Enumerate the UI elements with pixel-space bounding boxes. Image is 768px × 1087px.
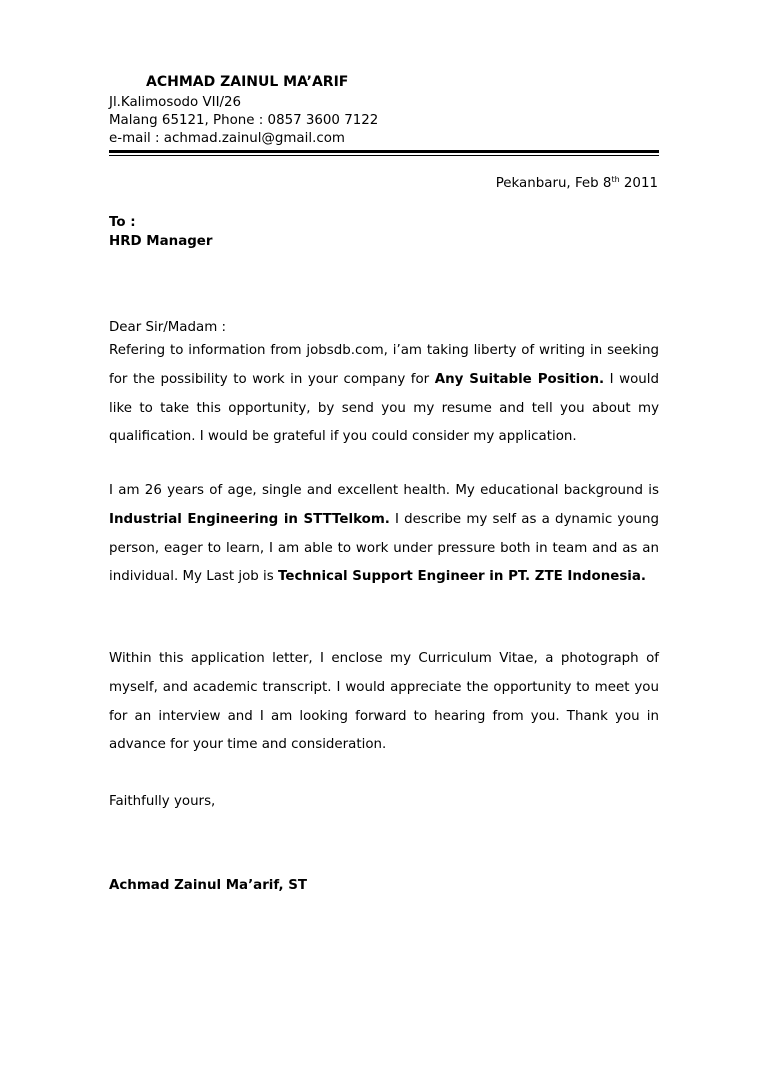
date-year: 2011: [619, 176, 658, 191]
salutation: Dear Sir/Madam :: [109, 320, 227, 335]
paragraph-background-text-b: I describe my self as a dynamic young person, eager to learn, I am able to work under pressure both in team and as an individual. My Last job is: [109, 511, 659, 585]
paragraph-background-last-job: Technical Support Engineer in PT. ZTE Indonesia.: [278, 569, 647, 585]
paragraph-enclosure: Within this application letter, I enclose my Curriculum Vitae, a photograph of myself, and academic transcript. I would appreciate the opportunity to meet you for an interview and I am looking forward to hearing from you. Thank you in advance for your time and consideration.: [109, 651, 659, 753]
date-suffix: th: [611, 175, 620, 184]
sender-address: Jl.Kalimosodo VII/26: [109, 95, 242, 110]
closing: Faithfully yours,: [109, 794, 216, 809]
paragraph-background-text-a: I am 26 years of age, single and excellent health. My educational background is: [109, 483, 659, 498]
header-divider-thin: [109, 155, 659, 156]
paragraph-background: [109, 477, 659, 592]
sender-email: e-mail : achmad.zainul@gmail.com: [109, 131, 345, 146]
signature-name: Achmad Zainul Ma’arif, ST: [109, 878, 308, 893]
recipient-label: To :: [109, 215, 136, 230]
header-divider-thick: [109, 150, 659, 153]
sender-city-phone: Malang 65121, Phone : 0857 3600 7122: [109, 113, 379, 128]
letter-date: [496, 175, 658, 191]
paragraph-intro-position: Any Suitable Position.: [434, 371, 605, 387]
paragraph-intro: [109, 337, 659, 452]
sender-name: ACHMAD ZAINUL MA’ARIF: [146, 74, 349, 90]
date-prefix: Pekanbaru, Feb 8: [495, 176, 612, 191]
paragraph-intro-text-b: I would like to take this opportunity, by send you my resume and tell you about my qualification. I would be grateful if you could consider my application.: [109, 371, 659, 445]
recipient-name: HRD Manager: [109, 234, 213, 249]
paragraph-background-education: Industrial Engineering in STTTelkom.: [109, 511, 390, 527]
paragraph-intro-text-a: Refering to information from jobsdb.com, i’am taking liberty of writing in seeking for the possibility to work in your company for: [109, 343, 659, 387]
